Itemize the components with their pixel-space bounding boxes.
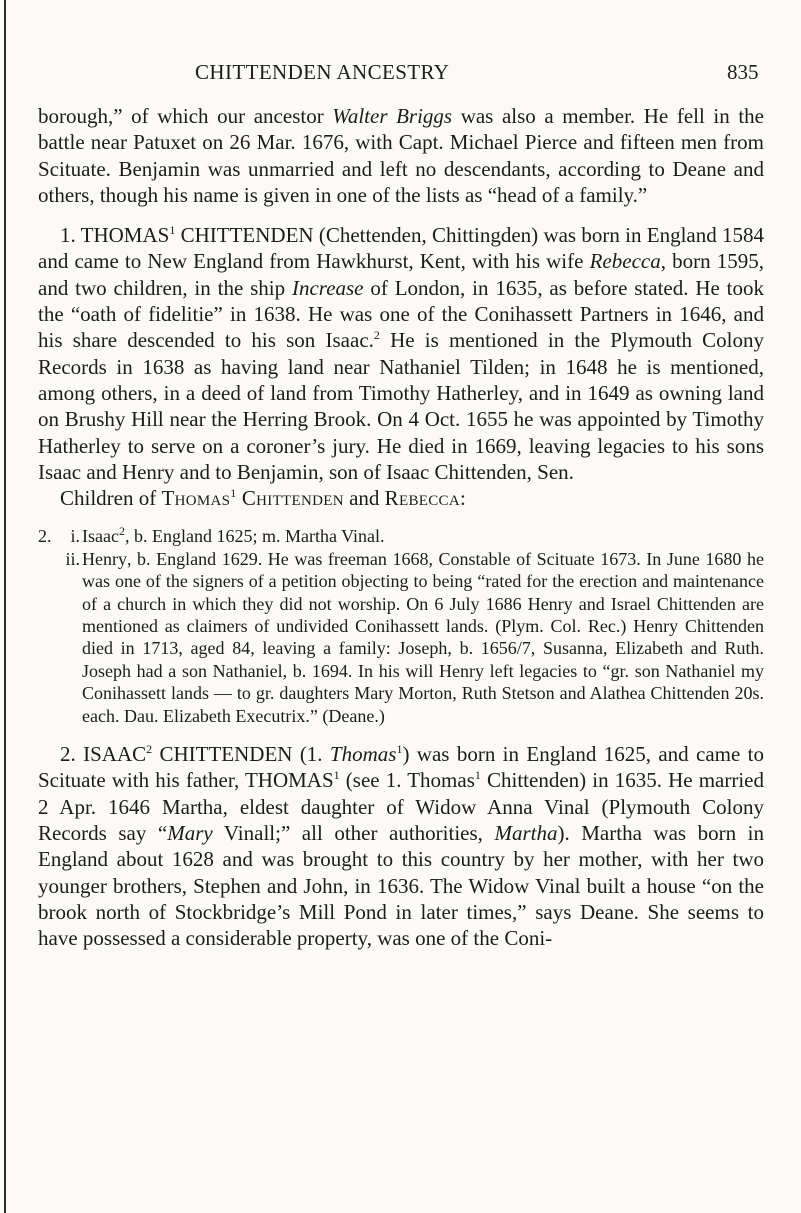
text-run: was also a member. He fell in the battle near Patuxet on 26 Mar. 1676, with Capt. Michael Pierce and fifteen men from Scituate. Benjamin was unmarried and left no descendants, according to Deane and others, though his name is given in one of the lists as “head of a family.” bbox=[38, 104, 764, 207]
text-run: ) was born in England 1625, and came to Scituate with his father, THOMAS bbox=[38, 742, 764, 793]
text-run: 1. THOMAS bbox=[60, 223, 170, 248]
generation-superscript: 2 bbox=[118, 524, 125, 539]
text-run: (see 1. Thomas bbox=[339, 768, 475, 793]
text-run: : bbox=[459, 486, 466, 511]
generation-superscript: 1 bbox=[396, 742, 403, 757]
text-run: 2. ISAAC bbox=[60, 742, 147, 767]
text-run: and bbox=[343, 486, 385, 511]
child-numeral: ii. bbox=[65, 548, 80, 569]
page-number: 835 bbox=[727, 60, 759, 84]
generation-superscript: 2 bbox=[146, 742, 153, 757]
name-thomas: Thomas bbox=[329, 742, 397, 767]
child-entry bbox=[38, 525, 764, 547]
page-header bbox=[0, 60, 801, 90]
text-run: He is mentioned in the Plymouth Colony Records in 1638 as having land near Nathaniel Tilden; in 1648 he is mentioned, among others, in a deed of land from Timothy Hatherley, and in 1649 as owning land on Brushy Hill near the Herring Brook. On 4 Oct. 1655 he was appointed by Timothy Hatherley to serve on a coroner’s jury. He died in 1669, leaving legacies to his sons Isaac and Henry and to Benjamin, son of Isaac Chittenden, Sen. bbox=[38, 328, 764, 484]
text-run: Chittenden) in 1635. He married 2 Apr. 1646 Martha, eldest daughter of Widow Anna Vinal (Plymouth Colony Records say “ bbox=[38, 768, 765, 845]
generation-superscript: 1 bbox=[474, 768, 481, 783]
name-walter-briggs: Walter Briggs bbox=[332, 104, 453, 128]
text-run: ). Martha was born in England about 1628 and was brought to this country by her mother, with her two younger brothers, Stephen and John, in 1636. The Widow Vinal built a house “on the brook north of Stockbridge’s Mill Pond in later times,” says Deane. She seems to have possessed a considerable property, was one of the Coni- bbox=[38, 821, 764, 951]
child-entry bbox=[38, 548, 764, 727]
page-body bbox=[38, 103, 764, 951]
name-mary: Mary bbox=[167, 821, 213, 845]
thomas-paragraph bbox=[38, 222, 764, 485]
page-edge-rule bbox=[4, 0, 6, 1213]
child-name: Isaac bbox=[82, 526, 119, 547]
text-run: of London, in 1635, as before stated. He took the “oath of fidelitie” in 1638. He was one of the Conihassett Partners in 1646, and his share descended to his son Isaac. bbox=[38, 275, 764, 353]
text-run: CHITTENDEN (Chettenden, Chittingden) was born in England 1584 and came to New England from Hawkhurst, Kent, with his wife bbox=[38, 223, 765, 274]
text-run: borough,” of which our ancestor bbox=[38, 104, 333, 128]
text-run: CHITTENDEN (1. bbox=[152, 742, 330, 767]
text-run: , born 1595, and two children, in the ship bbox=[38, 249, 764, 300]
child-details: , b. England 1629. He was freeman 1668, Constable of Scituate 1673. In June 1680 he was one of the signers of a petition objecting to being “rated for the erection and maintenance of a church in which they did not worship. On 6 July 1686 Henry and Israel Chittenden are mentioned as claimers of undivided Conihassett lands. (Plym. Col. Rec.) Henry Chittenden died in 1713, aged 84, leaving a family: Joseph, b. 1656/7, Susanna, Elizabeth and Ruth. Joseph had a son Nathaniel, b. 1694. In his will Henry left legacies to “gr. son Nathaniel my Conihassett lands — to gr. daughters Mary Morton, Ruth Stetson and Alathea Chittenden 20s. each. Dau. Elizabeth Executrix.” (Deane.) bbox=[82, 548, 764, 726]
child-details: , b. England 1625; m. Martha Vinal. bbox=[124, 526, 385, 547]
running-title: CHITTENDEN ANCESTRY bbox=[195, 60, 450, 84]
parent-name: Thomas bbox=[161, 486, 231, 511]
generation-superscript: 1 bbox=[333, 768, 340, 783]
children-heading bbox=[38, 485, 764, 511]
parent-surname: Chittenden bbox=[236, 486, 344, 511]
generation-superscript: 2 bbox=[373, 328, 380, 343]
name-martha: Martha bbox=[494, 821, 558, 845]
child-name: Henry bbox=[82, 548, 127, 569]
generation-number: 2. bbox=[38, 526, 52, 547]
generation-superscript: 1 bbox=[230, 486, 237, 501]
text-run: Vinall;” all other authorities, bbox=[212, 821, 495, 845]
parent-name: Rebecca bbox=[384, 486, 460, 511]
name-rebecca: Rebecca bbox=[589, 249, 661, 274]
children-list bbox=[38, 525, 764, 727]
text-run: Children of bbox=[60, 486, 162, 511]
child-numeral: i. bbox=[70, 526, 80, 547]
generation-superscript: 1 bbox=[169, 223, 176, 238]
isaac-paragraph bbox=[38, 741, 764, 951]
intro-paragraph bbox=[38, 103, 764, 208]
ship-name: Increase bbox=[291, 275, 364, 300]
